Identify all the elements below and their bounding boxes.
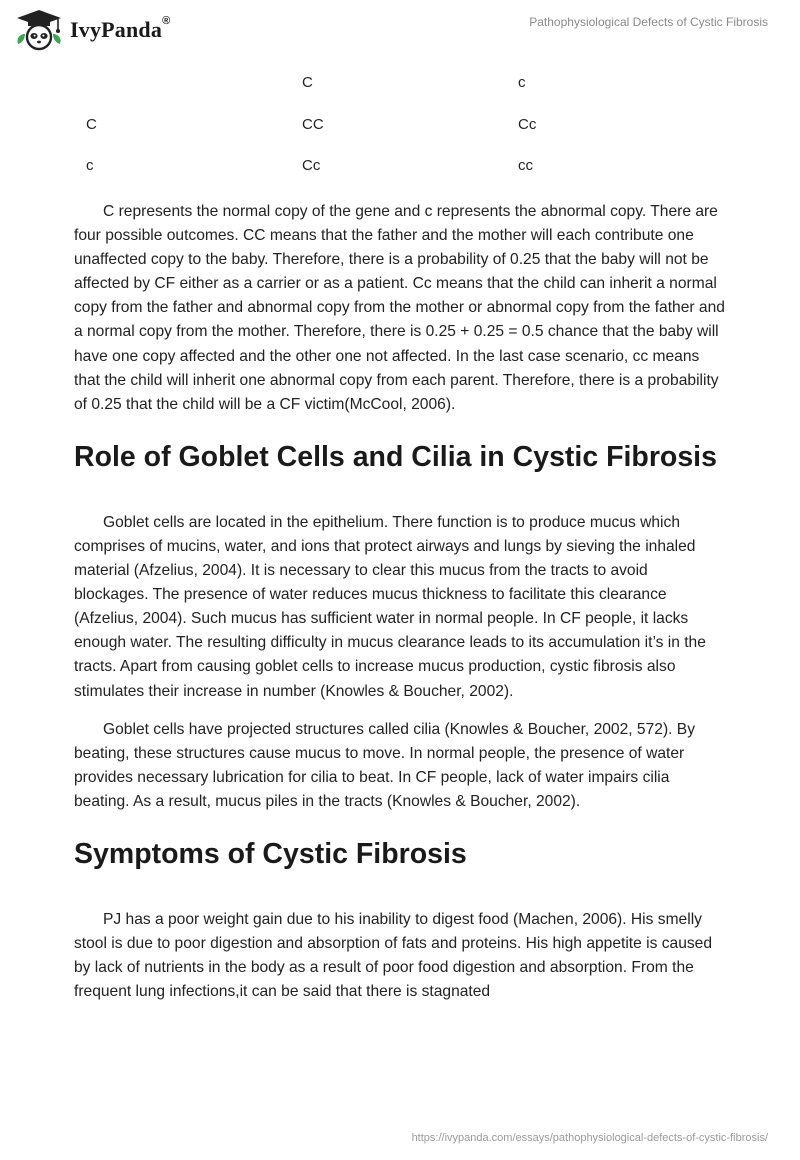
punnett-cell: cc <box>518 157 533 174</box>
punnett-row-label: C <box>86 116 97 133</box>
symptoms-paragraph: PJ has a poor weight gain due to his inability to digest food (Machen, 2006). His smelly stool is due to poor digestion and absorption of fats and proteins. His high appetite is caused by lack of nutrients in the body as a result of poor food digestion and absorption. From the frequent lung infections,it can be said that there is stagnated <box>74 910 713 1001</box>
punnett-cell: Cc <box>302 157 321 174</box>
goblet-paragraph: Goblet cells are located in the epithelium. There function is to produce mucus which comprises of mucins, water, and ions that protect airways and lungs by sieving the inhaled material (Afzelius, 2004). It is necessary to clear this mucus from the tracts to avoid blockages. The presence of water reduces mucus thickness to facilitate this clearance (Afzelius, 2004). Such mucus has sufficient water in normal people. In CF people, it lacks enough water. The resulting difficulty in mucus clearance leads to its accumulation it’s in the tracts. Apart from causing goblet cells to increase mucus production, cystic fibrosis also stimulates their increase in number (Knowles & Boucher, 2002). <box>74 513 706 700</box>
page-header <box>0 0 800 64</box>
goblet-paragraph: Goblet cells have projected structures called cilia (Knowles & Boucher, 2002, 572). By beating, these structures cause mucus to move. In normal people, the presence of water provides necessary lubrication for cilia to beat. In CF people, lack of water impairs cilia beating. As a result, mucus piles in the tracts (Knowles & Boucher, 2002). <box>74 720 696 810</box>
panda-graduate-icon <box>14 8 64 52</box>
section-heading-goblet-cells: Role of Goblet Cells and Cilia in Cystic Fibrosis <box>74 440 717 473</box>
punnett-col-header: c <box>518 74 526 91</box>
punnett-square <box>74 66 726 192</box>
essay-content <box>74 66 726 1018</box>
punnett-col-header: C <box>302 74 313 91</box>
ivypanda-logo[interactable] <box>14 8 170 52</box>
section-heading-symptoms: Symptoms of Cystic Fibrosis <box>74 837 467 870</box>
footer-source-url[interactable]: https://ivypanda.com/essays/pathophysiological-defects-of-cystic-fibrosis/ <box>411 1132 768 1144</box>
intro-paragraph: C represents the normal copy of the gene and c represents the abnormal copy. There are four possible outcomes. CC means that the father and the mother will each contribute one unaffected copy to the baby. Therefore, there is a probability of 0.25 that the baby will not be affected by CF either as a carrier or as a patient. Cc means that the child can inherit a normal copy from the father and abnormal copy from the mother or abnormal copy from the father and a normal copy from the mother. Therefore, there is 0.25 + 0.25 = 0.5 chance that the baby will have one copy affected and the other one not affected. In the last case scenario, cc means that the child will inherit one abnormal copy from each parent. Therefore, there is a probability of 0.25 that the child will be a CF victim(McCool, 2006). <box>74 203 725 413</box>
punnett-cell: Cc <box>518 116 537 133</box>
document-title: Pathophysiological Defects of Cystic Fibrosis <box>529 15 768 29</box>
punnett-row-label: c <box>86 157 94 174</box>
brand-name: IvyPanda® <box>70 15 171 42</box>
punnett-cell: CC <box>302 116 324 133</box>
